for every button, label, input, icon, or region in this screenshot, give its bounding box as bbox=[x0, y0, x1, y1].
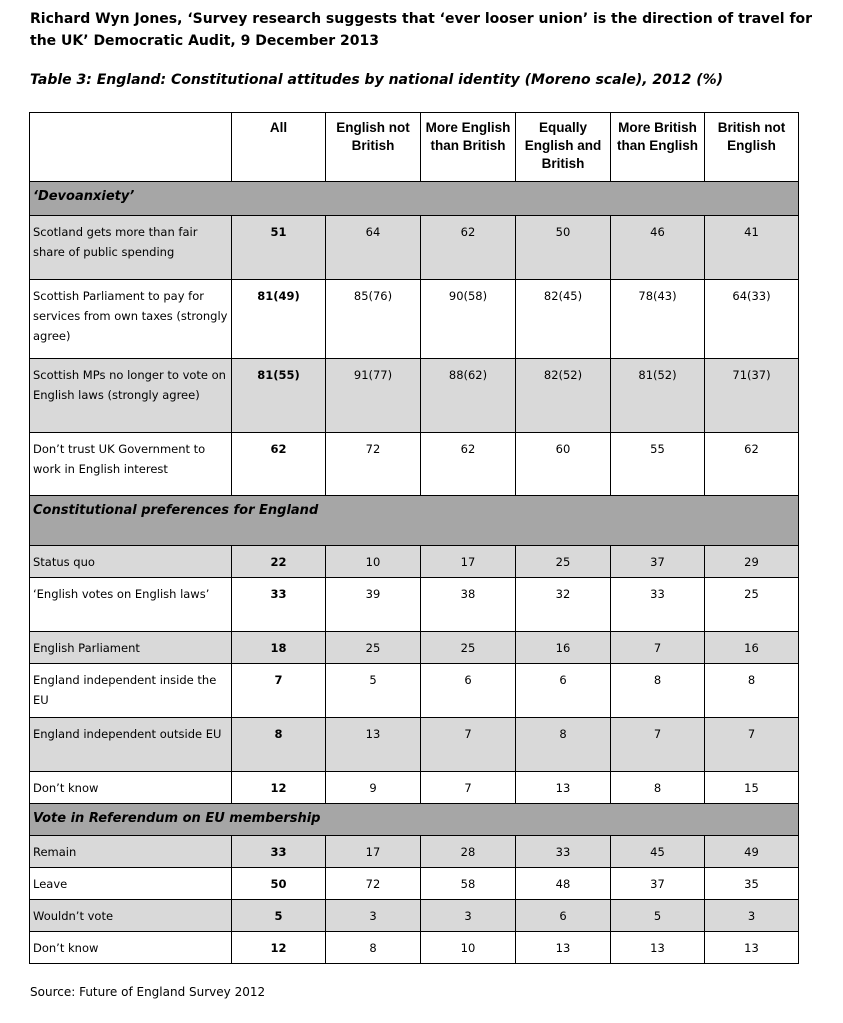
cell-value: 62 bbox=[421, 216, 516, 280]
cell-value: 28 bbox=[421, 836, 516, 868]
cell-value: 33 bbox=[516, 836, 611, 868]
table-row bbox=[30, 836, 799, 868]
header-row bbox=[30, 113, 799, 182]
section-label: ‘Devoanxiety’ bbox=[30, 182, 799, 216]
cell-value: 13 bbox=[516, 932, 611, 964]
cell-value: 7 bbox=[611, 718, 705, 772]
cell-value: 82(45) bbox=[516, 280, 611, 359]
cell-value: 7 bbox=[611, 632, 705, 664]
cell-all: 18 bbox=[232, 632, 326, 664]
table-row bbox=[30, 868, 799, 900]
cell-value: 78(43) bbox=[611, 280, 705, 359]
cell-value: 55 bbox=[611, 433, 705, 496]
row-label: Don’t know bbox=[30, 932, 232, 964]
cell-all: 62 bbox=[232, 433, 326, 496]
cell-value: 6 bbox=[516, 900, 611, 932]
table-row bbox=[30, 932, 799, 964]
cell-value: 5 bbox=[611, 900, 705, 932]
cell-value: 25 bbox=[516, 546, 611, 578]
table-row bbox=[30, 664, 799, 718]
cell-value: 8 bbox=[516, 718, 611, 772]
cell-value: 64 bbox=[326, 216, 421, 280]
cell-value: 39 bbox=[326, 578, 421, 632]
cell-value: 48 bbox=[516, 868, 611, 900]
cell-all: 33 bbox=[232, 578, 326, 632]
section-row bbox=[30, 804, 799, 836]
cell-value: 16 bbox=[516, 632, 611, 664]
cell-value: 17 bbox=[421, 546, 516, 578]
cell-value: 72 bbox=[326, 433, 421, 496]
cell-value: 45 bbox=[611, 836, 705, 868]
table-row bbox=[30, 718, 799, 772]
section-label: Vote in Referendum on EU membership bbox=[30, 804, 799, 836]
cell-value: 91(77) bbox=[326, 359, 421, 433]
cell-all: 50 bbox=[232, 868, 326, 900]
cell-all: 8 bbox=[232, 718, 326, 772]
cell-value: 9 bbox=[326, 772, 421, 804]
attitudes-table bbox=[29, 112, 799, 964]
cell-all: 81(55) bbox=[232, 359, 326, 433]
cell-value: 8 bbox=[326, 932, 421, 964]
cell-value: 41 bbox=[705, 216, 799, 280]
cell-value: 29 bbox=[705, 546, 799, 578]
cell-value: 49 bbox=[705, 836, 799, 868]
table-row bbox=[30, 280, 799, 359]
cell-value: 90(58) bbox=[421, 280, 516, 359]
row-label: England independent outside EU bbox=[30, 718, 232, 772]
table-row bbox=[30, 578, 799, 632]
cell-value: 8 bbox=[611, 664, 705, 718]
cell-value: 8 bbox=[705, 664, 799, 718]
cell-value: 81(52) bbox=[611, 359, 705, 433]
table-caption: Table 3: England: Constitutional attitudes by national identity (Moreno scale), 2012 (%) bbox=[30, 72, 724, 88]
cell-value: 6 bbox=[516, 664, 611, 718]
citation: Richard Wyn Jones, ‘Survey research suggests that ‘ever looser union’ is the direction of travel for the UK’ Democratic Audit, 9 December 2013 bbox=[30, 11, 813, 49]
cell-value: 85(76) bbox=[326, 280, 421, 359]
cell-value: 64(33) bbox=[705, 280, 799, 359]
row-label: Leave bbox=[30, 868, 232, 900]
cell-value: 25 bbox=[421, 632, 516, 664]
table-row bbox=[30, 632, 799, 664]
cell-value: 5 bbox=[326, 664, 421, 718]
cell-value: 35 bbox=[705, 868, 799, 900]
cell-value: 3 bbox=[705, 900, 799, 932]
cell-value: 17 bbox=[326, 836, 421, 868]
cell-value: 88(62) bbox=[421, 359, 516, 433]
cell-value: 32 bbox=[516, 578, 611, 632]
header-more-english: More English than British bbox=[421, 113, 516, 182]
row-label: Scottish Parliament to pay for services from own taxes (strongly agree) bbox=[30, 280, 232, 359]
cell-value: 13 bbox=[326, 718, 421, 772]
cell-value: 71(37) bbox=[705, 359, 799, 433]
row-label: Wouldn’t vote bbox=[30, 900, 232, 932]
cell-value: 7 bbox=[421, 772, 516, 804]
table-row bbox=[30, 546, 799, 578]
header-more-british: More British than English bbox=[611, 113, 705, 182]
cell-all: 12 bbox=[232, 772, 326, 804]
cell-value: 33 bbox=[611, 578, 705, 632]
cell-value: 82(52) bbox=[516, 359, 611, 433]
row-label: England independent inside the EU bbox=[30, 664, 232, 718]
cell-value: 62 bbox=[421, 433, 516, 496]
header-british-not-english: British not English bbox=[705, 113, 799, 182]
cell-value: 3 bbox=[421, 900, 516, 932]
cell-value: 13 bbox=[705, 932, 799, 964]
row-label: English Parliament bbox=[30, 632, 232, 664]
row-label: Status quo bbox=[30, 546, 232, 578]
cell-value: 58 bbox=[421, 868, 516, 900]
cell-value: 7 bbox=[421, 718, 516, 772]
header-all: All bbox=[232, 113, 326, 182]
table-row bbox=[30, 772, 799, 804]
cell-value: 25 bbox=[705, 578, 799, 632]
row-label: Don’t know bbox=[30, 772, 232, 804]
cell-value: 6 bbox=[421, 664, 516, 718]
section-row bbox=[30, 496, 799, 546]
cell-all: 12 bbox=[232, 932, 326, 964]
cell-value: 46 bbox=[611, 216, 705, 280]
cell-value: 13 bbox=[516, 772, 611, 804]
table-row bbox=[30, 359, 799, 433]
section-row bbox=[30, 182, 799, 216]
cell-value: 50 bbox=[516, 216, 611, 280]
cell-value: 62 bbox=[705, 433, 799, 496]
cell-all: 33 bbox=[232, 836, 326, 868]
table-row bbox=[30, 433, 799, 496]
cell-value: 7 bbox=[705, 718, 799, 772]
cell-value: 60 bbox=[516, 433, 611, 496]
table-row bbox=[30, 216, 799, 280]
cell-value: 13 bbox=[611, 932, 705, 964]
cell-value: 15 bbox=[705, 772, 799, 804]
section-label: Constitutional preferences for England bbox=[30, 496, 799, 546]
cell-value: 37 bbox=[611, 546, 705, 578]
row-label: ‘English votes on English laws’ bbox=[30, 578, 232, 632]
row-label: Don’t trust UK Government to work in English interest bbox=[30, 433, 232, 496]
cell-value: 3 bbox=[326, 900, 421, 932]
table-row bbox=[30, 900, 799, 932]
cell-value: 25 bbox=[326, 632, 421, 664]
cell-all: 22 bbox=[232, 546, 326, 578]
cell-value: 37 bbox=[611, 868, 705, 900]
header-blank bbox=[30, 113, 232, 182]
row-label: Scotland gets more than fair share of public spending bbox=[30, 216, 232, 280]
cell-value: 10 bbox=[421, 932, 516, 964]
cell-all: 7 bbox=[232, 664, 326, 718]
cell-value: 10 bbox=[326, 546, 421, 578]
row-label: Scottish MPs no longer to vote on English laws (strongly agree) bbox=[30, 359, 232, 433]
cell-all: 51 bbox=[232, 216, 326, 280]
cell-all: 81(49) bbox=[232, 280, 326, 359]
cell-value: 38 bbox=[421, 578, 516, 632]
row-label: Remain bbox=[30, 836, 232, 868]
cell-value: 16 bbox=[705, 632, 799, 664]
header-english-not-british: English not British bbox=[326, 113, 421, 182]
source-note: Source: Future of England Survey 2012 bbox=[30, 985, 266, 999]
cell-all: 5 bbox=[232, 900, 326, 932]
header-equally: Equally English and British bbox=[516, 113, 611, 182]
cell-value: 8 bbox=[611, 772, 705, 804]
cell-value: 72 bbox=[326, 868, 421, 900]
